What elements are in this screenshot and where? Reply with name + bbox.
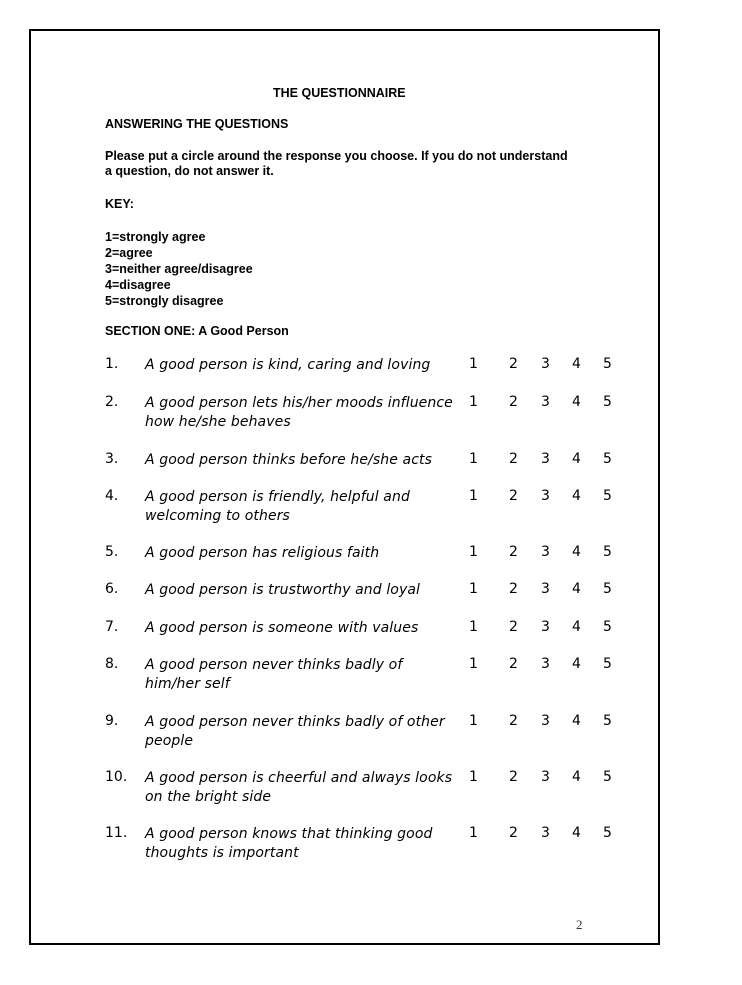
response-option-1[interactable]: 1 [469,619,478,635]
response-option-2[interactable]: 2 [509,394,518,410]
response-option-3[interactable]: 3 [541,619,550,635]
question-number: 11. [105,825,128,841]
response-option-2[interactable]: 2 [509,769,518,785]
response-option-1[interactable]: 1 [469,356,478,372]
question-text: A good person lets his/her moods influence how he/she behaves [145,395,453,430]
question-text: A good person is friendly, helpful and welcoming to others [145,489,410,524]
question-text: A good person is cheerful and always looks on the bright side [145,770,453,805]
response-option-2[interactable]: 2 [509,581,518,597]
question-number: 5. [105,544,119,560]
response-option-1[interactable]: 1 [469,656,478,672]
key-item: 2=agree [105,246,153,260]
response-option-5[interactable]: 5 [603,488,612,504]
response-option-3[interactable]: 3 [541,825,550,841]
response-option-3[interactable]: 3 [541,488,550,504]
response-option-3[interactable]: 3 [541,394,550,410]
response-option-4[interactable]: 4 [572,581,581,597]
question-number: 10. [105,769,128,785]
response-option-3[interactable]: 3 [541,544,550,560]
response-option-2[interactable]: 2 [509,656,518,672]
question-number: 2. [105,394,119,410]
response-option-4[interactable]: 4 [572,619,581,635]
response-option-1[interactable]: 1 [469,713,478,729]
response-option-1[interactable]: 1 [469,769,478,785]
response-option-1[interactable]: 1 [469,581,478,597]
response-option-2[interactable]: 2 [509,825,518,841]
page-title: THE QUESTIONNAIRE [273,86,406,100]
key-item: 3=neither agree/disagree [105,262,253,276]
response-option-4[interactable]: 4 [572,451,581,467]
response-option-3[interactable]: 3 [541,581,550,597]
question-text: A good person is kind, caring and loving [145,357,431,373]
response-option-5[interactable]: 5 [603,619,612,635]
question-text: A good person is trustworthy and loyal [145,582,421,598]
key-item: 1=strongly agree [105,230,206,244]
section-title: SECTION ONE: A Good Person [105,324,289,338]
response-option-5[interactable]: 5 [603,544,612,560]
question-number: 6. [105,581,119,597]
response-option-4[interactable]: 4 [572,356,581,372]
question-text: A good person knows that thinking good thoughts is important [145,826,433,861]
question-text: A good person never thinks badly of other people [145,714,445,749]
response-option-4[interactable]: 4 [572,488,581,504]
response-option-1[interactable]: 1 [469,544,478,560]
key-item: 4=disagree [105,278,171,292]
question-text: A good person has religious faith [145,545,380,561]
response-option-3[interactable]: 3 [541,769,550,785]
response-option-5[interactable]: 5 [603,394,612,410]
key-item: 5=strongly disagree [105,294,224,308]
response-option-2[interactable]: 2 [509,713,518,729]
response-option-4[interactable]: 4 [572,656,581,672]
response-option-5[interactable]: 5 [603,825,612,841]
response-option-1[interactable]: 1 [469,825,478,841]
question-number: 7. [105,619,119,635]
response-option-2[interactable]: 2 [509,451,518,467]
question-text: A good person thinks before he/she acts [145,452,433,468]
page-number: 2 [576,917,583,932]
question-text: A good person is someone with values [145,620,419,636]
response-option-3[interactable]: 3 [541,656,550,672]
response-option-5[interactable]: 5 [603,656,612,672]
response-option-2[interactable]: 2 [509,488,518,504]
question-number: 1. [105,356,119,372]
response-option-4[interactable]: 4 [572,769,581,785]
response-option-3[interactable]: 3 [541,713,550,729]
question-number: 9. [105,713,119,729]
key-label: KEY: [105,197,134,211]
key-list [105,229,253,309]
question-number: 3. [105,451,119,467]
response-option-4[interactable]: 4 [572,713,581,729]
response-option-5[interactable]: 5 [603,581,612,597]
response-option-5[interactable]: 5 [603,713,612,729]
response-option-4[interactable]: 4 [572,394,581,410]
response-option-5[interactable]: 5 [603,769,612,785]
question-number: 4. [105,488,119,504]
response-option-1[interactable]: 1 [469,451,478,467]
question-number: 8. [105,656,119,672]
response-option-5[interactable]: 5 [603,451,612,467]
response-option-1[interactable]: 1 [469,488,478,504]
instructions-text: Please put a circle around the response you choose. If you do not understand a question, do not answer it. [105,149,568,178]
response-option-2[interactable]: 2 [509,356,518,372]
response-option-4[interactable]: 4 [572,544,581,560]
question-text: A good person never thinks badly of him/her self [145,657,403,692]
response-option-2[interactable]: 2 [509,619,518,635]
response-option-3[interactable]: 3 [541,356,550,372]
instructions-heading: ANSWERING THE QUESTIONS [105,117,289,131]
response-option-5[interactable]: 5 [603,356,612,372]
response-option-2[interactable]: 2 [509,544,518,560]
page-frame [29,29,660,945]
response-option-4[interactable]: 4 [572,825,581,841]
response-option-3[interactable]: 3 [541,451,550,467]
response-option-1[interactable]: 1 [469,394,478,410]
